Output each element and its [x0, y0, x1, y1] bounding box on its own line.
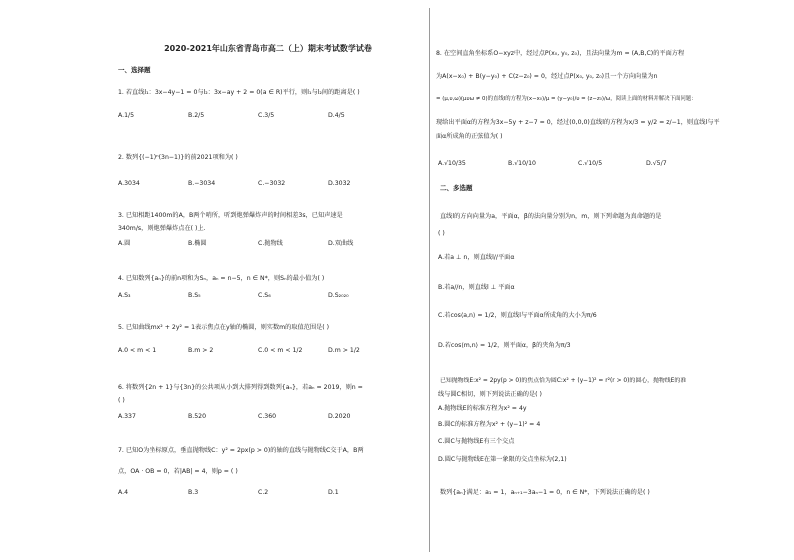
question-9-option-a[interactable]: A.若a ⊥ n，则直线l//平面α [438, 254, 515, 261]
question-3-line-2: 340m/s，则炮弹爆炸点在( )上. [118, 225, 206, 232]
question-6-line-1: 6. 将数列{2n + 1}与{3n}的公共项从小到大排列得到数列{aₙ}，若aₙ = 2019，则n = [118, 384, 363, 391]
option-d[interactable]: D.1 [328, 489, 339, 496]
option-c[interactable]: C.3/5 [258, 112, 275, 119]
option-a[interactable]: A.√10/35 [438, 160, 466, 167]
option-c[interactable]: C.√10/5 [578, 160, 603, 167]
option-b[interactable]: B.−3034 [188, 180, 216, 187]
option-d[interactable]: D.√5/7 [646, 160, 667, 167]
question-11-line-1: 数列{aₙ}满足：a₁ = 1，aₙ₊₁−3aₙ−1 = 0，n ∈ N*，下列说法正确的是( ) [440, 489, 650, 496]
question-2: 2. 数列{(−1)ⁿ(3n−1)}的前2021项和为( ) [118, 154, 238, 161]
option-c[interactable]: C.−3032 [258, 180, 286, 187]
option-d[interactable]: D.S₂₀₂₀ [328, 292, 349, 299]
option-a[interactable]: A.圆 [118, 240, 131, 247]
option-a[interactable]: A.0 < m < 1 [118, 347, 157, 354]
option-c[interactable]: C.S₆ [258, 292, 271, 299]
option-a[interactable]: A.337 [118, 413, 136, 420]
option-b[interactable]: B.2/5 [188, 112, 205, 119]
question-5-options [118, 347, 418, 357]
option-c[interactable]: C.2 [258, 489, 269, 496]
option-b[interactable]: B.520 [188, 413, 207, 420]
page-title: 2020-2021年山东省青岛市高二（上）期末考试数学试卷 [164, 44, 372, 53]
question-8-line-5: 面α所成角的正弦值为( ) [436, 133, 503, 140]
question-9-option-d[interactable]: D.若cos⟨m,n⟩ = 1/2，则平面α，β的夹角为π/3 [438, 342, 571, 349]
option-c[interactable]: C.0 < m < 1/2 [258, 347, 303, 354]
question-1: 1. 若直线l₁：3x−4y−1 = 0与l₂：3x−ay + 2 = 0(a ∈ R)平行，则l₁与l₂间的距离是( ) [118, 89, 360, 96]
question-3-options [118, 240, 418, 250]
question-8-line-2: 为A(x−x₀) + B(y−y₀) + C(z−z₀) = 0，经过点P(x₀, y₀, z₀)且一个方向向量为n [436, 73, 658, 80]
question-8-line-4: 现给出平面α的方程为3x−5y + z−7 = 0，经过(0,0,0)直线l的方程为x/3 = y/2 = z/−1，则直线l与平 [436, 119, 720, 126]
option-a[interactable]: A.4 [118, 489, 129, 496]
option-b[interactable]: B.√10/10 [508, 160, 536, 167]
column-divider [429, 8, 430, 552]
question-6-options [118, 413, 418, 423]
question-4-options [118, 292, 418, 302]
option-d[interactable]: D.3032 [328, 180, 351, 187]
option-b[interactable]: B.椭圆 [188, 240, 207, 247]
question-9-line-1: 直线l的方向向量为a，平面α，β的法向量分别为n，m，则下列命题为真命题的是 [440, 213, 662, 220]
section-heading-multi: 二、多选题 [440, 184, 473, 192]
question-9-option-b[interactable]: B.若a//n，则直线l ⊥ 平面α [438, 284, 515, 291]
option-a[interactable]: A.3034 [118, 180, 140, 187]
question-5: 5. 已知曲线mx² + 2y² = 1表示焦点在y轴的椭圆，则实数m的取值范围是( ) [118, 324, 330, 331]
question-7-line-2: 点，OA · OB = 0，若|AB| = 4，则p = ( ) [118, 468, 238, 475]
question-10-line-1: 已知抛物线E:x² = 2py(p > 0)的焦点恰为圆C:x² + (y−1)² = r²(r > 0)的圆心，抛物线E的准 [440, 378, 687, 384]
question-10-option-b[interactable]: B.圆C的标准方程为x² + (y−1)² = 4 [438, 421, 541, 428]
option-c[interactable]: C.抛物线 [258, 240, 283, 247]
question-9-option-c[interactable]: C.若cos⟨a,n⟩ = 1/2，则直线l与平面α所成角的大小为π/6 [438, 312, 597, 319]
option-c[interactable]: C.360 [258, 413, 277, 420]
question-10-line-2: 线与圆C相切，则下列说法正确的是( ) [438, 391, 542, 398]
question-8-line-3: = (μ,υ,ω)(μυω ≠ 0)的直线l的方程为(x−x₀)/μ = (y−y₀)/υ = (z−z₀)/ω，阅读上面的材料并解决下面问题： [436, 96, 697, 102]
question-10-option-a[interactable]: A.抛物线E的标准方程为x² = 4y [438, 405, 527, 412]
option-b[interactable]: B.m > 2 [188, 347, 214, 354]
option-d[interactable]: D.m > 1/2 [328, 347, 360, 354]
question-10-option-c[interactable]: C.圆C与抛物线E有三个交点 [438, 438, 515, 445]
option-a[interactable]: A.1/5 [118, 112, 135, 119]
question-8-line-1: 8. 在空间直角坐标系O−xyz中，经过点P(x₀, y₀, z₀)，且法向量为m = (A,B,C)的平面方程 [436, 50, 685, 57]
question-7-line-1: 7. 已知O为坐标原点，垂直抛物线C：y² = 2px(p > 0)的轴的直线与抛物线C交于A，B两 [118, 447, 364, 454]
question-4: 4. 已知数列{aₙ}的前n项和为Sₙ，aₙ = n−5，n ∈ N*，则Sₙ的最小值为( ) [118, 275, 325, 282]
option-a[interactable]: A.S₃ [118, 292, 131, 299]
question-9-line-2: ( ) [438, 230, 445, 237]
question-6-line-2: ( ) [118, 397, 125, 404]
section-heading-choice: 一、选择题 [118, 66, 151, 74]
question-7-options [118, 489, 418, 499]
option-b[interactable]: B.S₅ [188, 292, 201, 299]
question-8-options [438, 160, 738, 170]
question-1-options [118, 112, 418, 122]
option-b[interactable]: B.3 [188, 489, 199, 496]
question-3-line-1: 3. 已知相距1400m的A，B两个哨所，听到炮弹爆炸声的时间相差3s，已知声速是 [118, 212, 343, 219]
option-d[interactable]: D.4/5 [328, 112, 345, 119]
question-10-option-d[interactable]: D.圆C与抛物线E在第一象限的交点坐标为(2,1) [438, 456, 567, 463]
option-d[interactable]: D.双曲线 [328, 240, 354, 247]
question-2-options [118, 180, 418, 190]
option-d[interactable]: D.2020 [328, 413, 351, 420]
